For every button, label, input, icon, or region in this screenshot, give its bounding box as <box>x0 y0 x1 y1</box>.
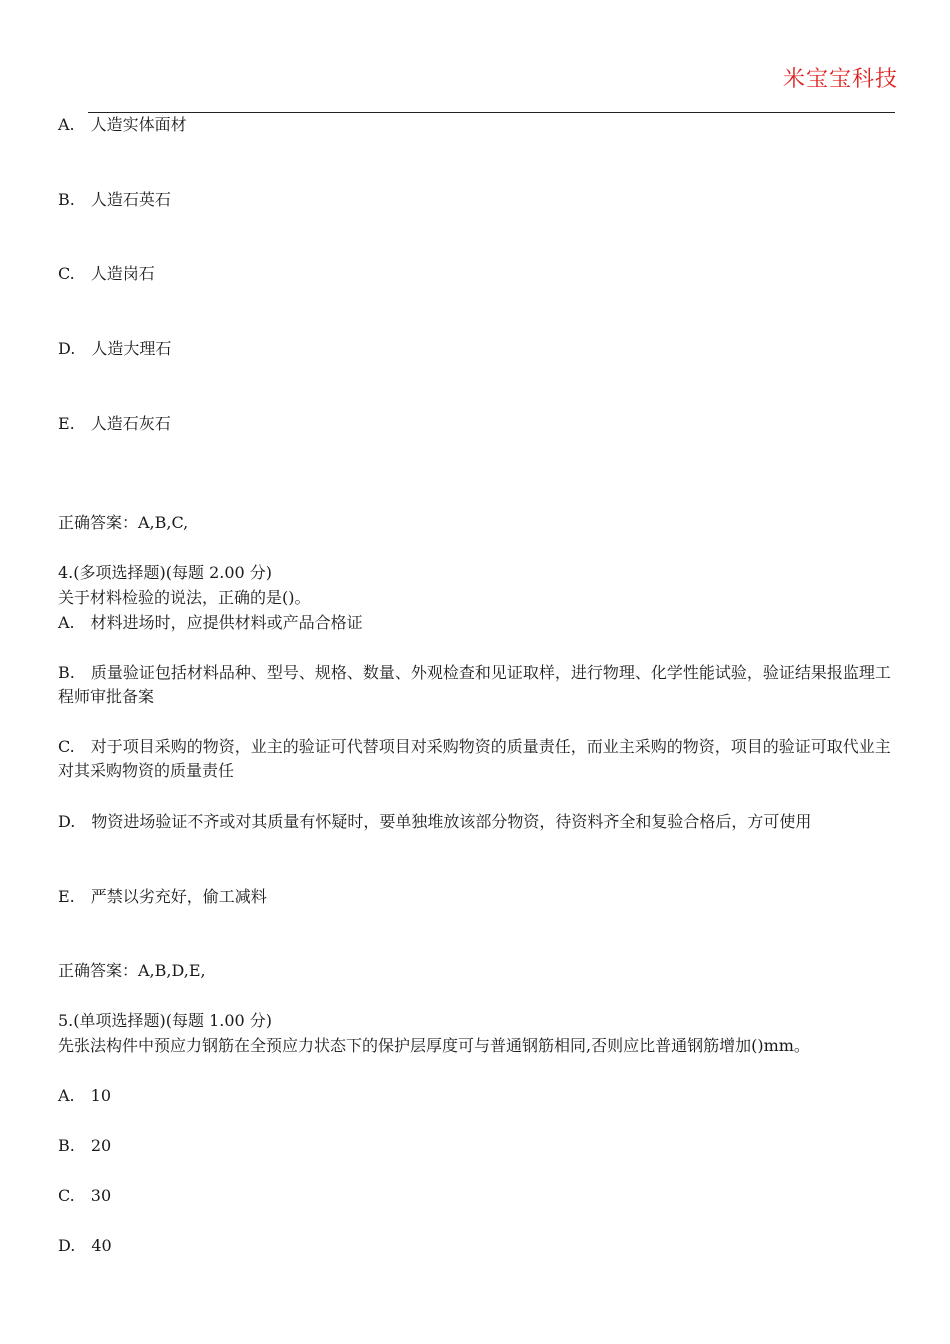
brand-logo-text: 米宝宝科技 <box>782 67 898 92</box>
q3-option-b: B. 人造石英石 <box>58 190 171 209</box>
q5-option-a: A. 10 <box>58 1086 112 1105</box>
q5-option-d: D. 40 <box>58 1236 112 1255</box>
q4-option-e: E. 严禁以劣充好，偷工减料 <box>58 887 267 906</box>
q3-option-e: E. 人造石灰石 <box>58 414 171 433</box>
q5-option-c: C. 30 <box>58 1186 112 1205</box>
q4-answer: 正确答案：A,B,D,E, <box>58 961 206 980</box>
q3-option-d: D. 人造大理石 <box>58 339 172 358</box>
q5-option-b: B. 20 <box>58 1136 112 1155</box>
q5-header: 5.(单项选择题)(每题 1.00 分) <box>58 1011 273 1030</box>
q4-option-a: A. 材料进场时，应提供材料或产品合格证 <box>58 613 363 632</box>
header-rule <box>88 112 895 113</box>
q5-stem: 先张法构件中预应力钢筋在全预应力状态下的保护层厚度可与普通钢筋相同,否则应比普通钢筋增加()mm。 <box>58 1036 810 1055</box>
q4-stem: 关于材料检验的说法，正确的是()。 <box>58 588 311 607</box>
q4-option-c: C. 对于项目采购的物资，业主的验证可代替项目对采购物资的质量责任，而业主采购的物资，项目的验证可取代业主对其采购物资的质量责任 <box>58 737 891 780</box>
q4-header: 4.(多项选择题)(每题 2.00 分) <box>58 563 273 582</box>
q3-answer: 正确答案：A,B,C, <box>58 513 189 532</box>
q3-option-a: A. 人造实体面材 <box>58 115 187 134</box>
q4-option-d: D. 物资进场验证不齐或对其质量有怀疑时，要单独堆放该部分物资，待资料齐全和复验合格后，方可使用 <box>58 812 812 831</box>
q4-option-b: B. 质量验证包括材料品种、型号、规格、数量、外观检查和见证取样，进行物理、化学性能试验，验证结果报监理工程师审批备案 <box>58 663 891 706</box>
q3-option-c: C. 人造岗石 <box>58 264 155 283</box>
